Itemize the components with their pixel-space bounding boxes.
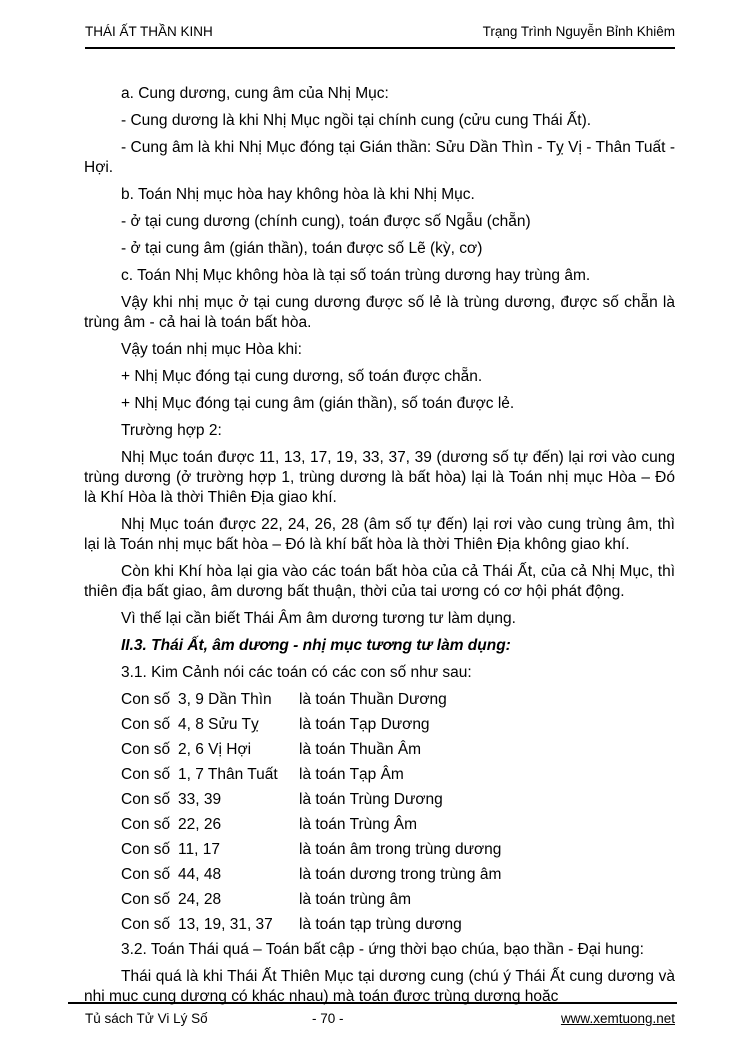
paragraph: - ở tại cung âm (gián thần), toán được số Lẽ (kỳ, cơ)	[121, 240, 483, 257]
row-label: Con số	[121, 716, 171, 733]
row-numbers: 3, 9 Dần Thìn	[178, 691, 272, 708]
document-body	[84, 84, 675, 1014]
row-label: Con số	[121, 791, 171, 808]
paragraph: - Cung âm là khi Nhị Mục đóng tại Gián thần: Sửu Dần Thìn - Tỵ Vị - Thân Tuất - Hợi.	[84, 139, 675, 176]
paragraph: b. Toán Nhị mục hòa hay không hòa là khi Nhị Mục.	[121, 186, 475, 203]
number-list-row	[121, 915, 675, 935]
row-meaning: là toán dương trong trùng âm	[299, 866, 502, 883]
row-meaning: là toán âm trong trùng dương	[299, 841, 502, 858]
row-label: Con số	[121, 816, 171, 833]
number-list-row	[121, 765, 675, 785]
number-list-row	[121, 840, 675, 860]
row-label: Con số	[121, 891, 171, 908]
row-meaning: là toán Tạp Âm	[299, 766, 404, 783]
footer-series-title: Tủ sách Tử Vi Lý Số	[85, 1011, 208, 1026]
row-label: Con số	[121, 866, 171, 883]
row-numbers: 22, 26	[178, 816, 222, 833]
row-label: Con số	[121, 916, 171, 933]
number-list-row	[121, 815, 675, 835]
header-author: Trạng Trình Nguyễn Bỉnh Khiêm	[482, 24, 675, 39]
row-meaning: là toán Trùng Âm	[299, 816, 418, 833]
footer-page-number: - 70 -	[312, 1011, 344, 1026]
paragraph: + Nhị Mục đóng tại cung dương, số toán được chẵn.	[121, 368, 483, 385]
header-book-title: THÁI ẤT THẦN KINH	[85, 24, 213, 39]
row-label: Con số	[121, 691, 171, 708]
row-numbers: 11, 17	[178, 841, 220, 858]
paragraph: - Cung dương là khi Nhị Mục ngồi tại chính cung (cửu cung Thái Ất).	[121, 112, 592, 129]
row-label: Con số	[121, 841, 171, 858]
page-footer	[68, 1002, 677, 1039]
row-meaning: là toán tạp trùng dương	[299, 916, 462, 933]
paragraph: Thái quá là khi Thái Ất Thiên Mục tại dương cung (chú ý Thái Ất cung dương và nhị mục cung dương có khác nhau) mà toán được trùng dương hoặc	[84, 968, 675, 1005]
number-list-row	[121, 715, 675, 735]
row-label: Con số	[121, 766, 171, 783]
row-label: Con số	[121, 741, 171, 758]
row-numbers: 24, 28	[178, 891, 222, 908]
row-numbers: 4, 8 Sửu Tỵ	[178, 716, 259, 733]
number-list-row	[121, 790, 675, 810]
row-meaning: là toán Trùng Dương	[299, 791, 443, 808]
row-meaning: là toán Tạp Dương	[299, 716, 430, 733]
row-meaning: là toán trùng âm	[299, 891, 412, 908]
paragraph: Vậy khi nhị mục ở tại cung dương được số lẻ là trùng dương, được số chẵn là trùng âm - cả hai là toán bất hòa.	[84, 294, 675, 331]
paragraph: Nhị Mục toán được 22, 24, 26, 28 (âm số tự đến) lại rơi vào cung trùng âm, thì lại là Toán nhị mục bất hòa – Đó là khí bất hòa là thời Thiên Địa không giao khí.	[84, 516, 675, 553]
paragraph: 3.1. Kim Cảnh nói các toán có các con số như sau:	[121, 664, 472, 681]
paragraph: Còn khi Khí hòa lại gia vào các toán bất hòa của cả Thái Ất, của cả Nhị Mục, thì thiên địa bất giao, âm dương bất thuận, thời của tai ương có cơ hội phát động.	[84, 563, 675, 600]
paragraph: c. Toán Nhị Mục không hòa là tại số toán trùng dương hay trùng âm.	[121, 267, 591, 284]
paragraph: Vậy toán nhị mục Hòa khi:	[121, 341, 302, 358]
paragraph: - ở tại cung dương (chính cung), toán được số Ngẫu (chẵn)	[121, 213, 531, 230]
row-meaning: là toán Thuần Dương	[299, 691, 447, 708]
row-meaning: là toán Thuần Âm	[299, 741, 422, 758]
number-list-row	[121, 690, 675, 710]
row-numbers: 13, 19, 31, 37	[178, 916, 273, 933]
paragraph: 3.2. Toán Thái quá – Toán bất cập - ứng thời bạo chúa, bạo thần - Đại hung:	[121, 941, 644, 958]
row-numbers: 33, 39	[178, 791, 222, 808]
paragraph: Trường hợp 2:	[121, 422, 222, 439]
row-numbers: 1, 7 Thân Tuất	[178, 766, 278, 783]
paragraph: a. Cung dương, cung âm của Nhị Mục:	[121, 85, 389, 102]
number-list-row	[121, 890, 675, 910]
footer-website-link[interactable]: www.xemtuong.net	[560, 1011, 675, 1026]
row-numbers: 2, 6 Vị Hợi	[178, 741, 252, 758]
row-numbers: 44, 48	[178, 866, 222, 883]
section-heading: II.3. Thái Ất, âm dương - nhị mục tương tư làm dụng:	[121, 637, 511, 654]
paragraph: Vì thế lại cần biết Thái Âm âm dương tương tư làm dụng.	[121, 610, 516, 627]
page-header	[85, 24, 675, 49]
number-list-row	[121, 865, 675, 885]
paragraph: Nhị Mục toán được 11, 13, 17, 19, 33, 37, 39 (dương số tự đến) lại rơi vào cung trùng dương (ở trường hợp 1, trùng dương là bất hòa) lại là Toán nhị mục Hòa – Đó là Khí Hòa là thời Thiên Địa giao khí.	[84, 449, 675, 506]
paragraph: + Nhị Mục đóng tại cung âm (gián thần), số toán được lẻ.	[121, 395, 515, 412]
number-list-row	[121, 740, 675, 760]
